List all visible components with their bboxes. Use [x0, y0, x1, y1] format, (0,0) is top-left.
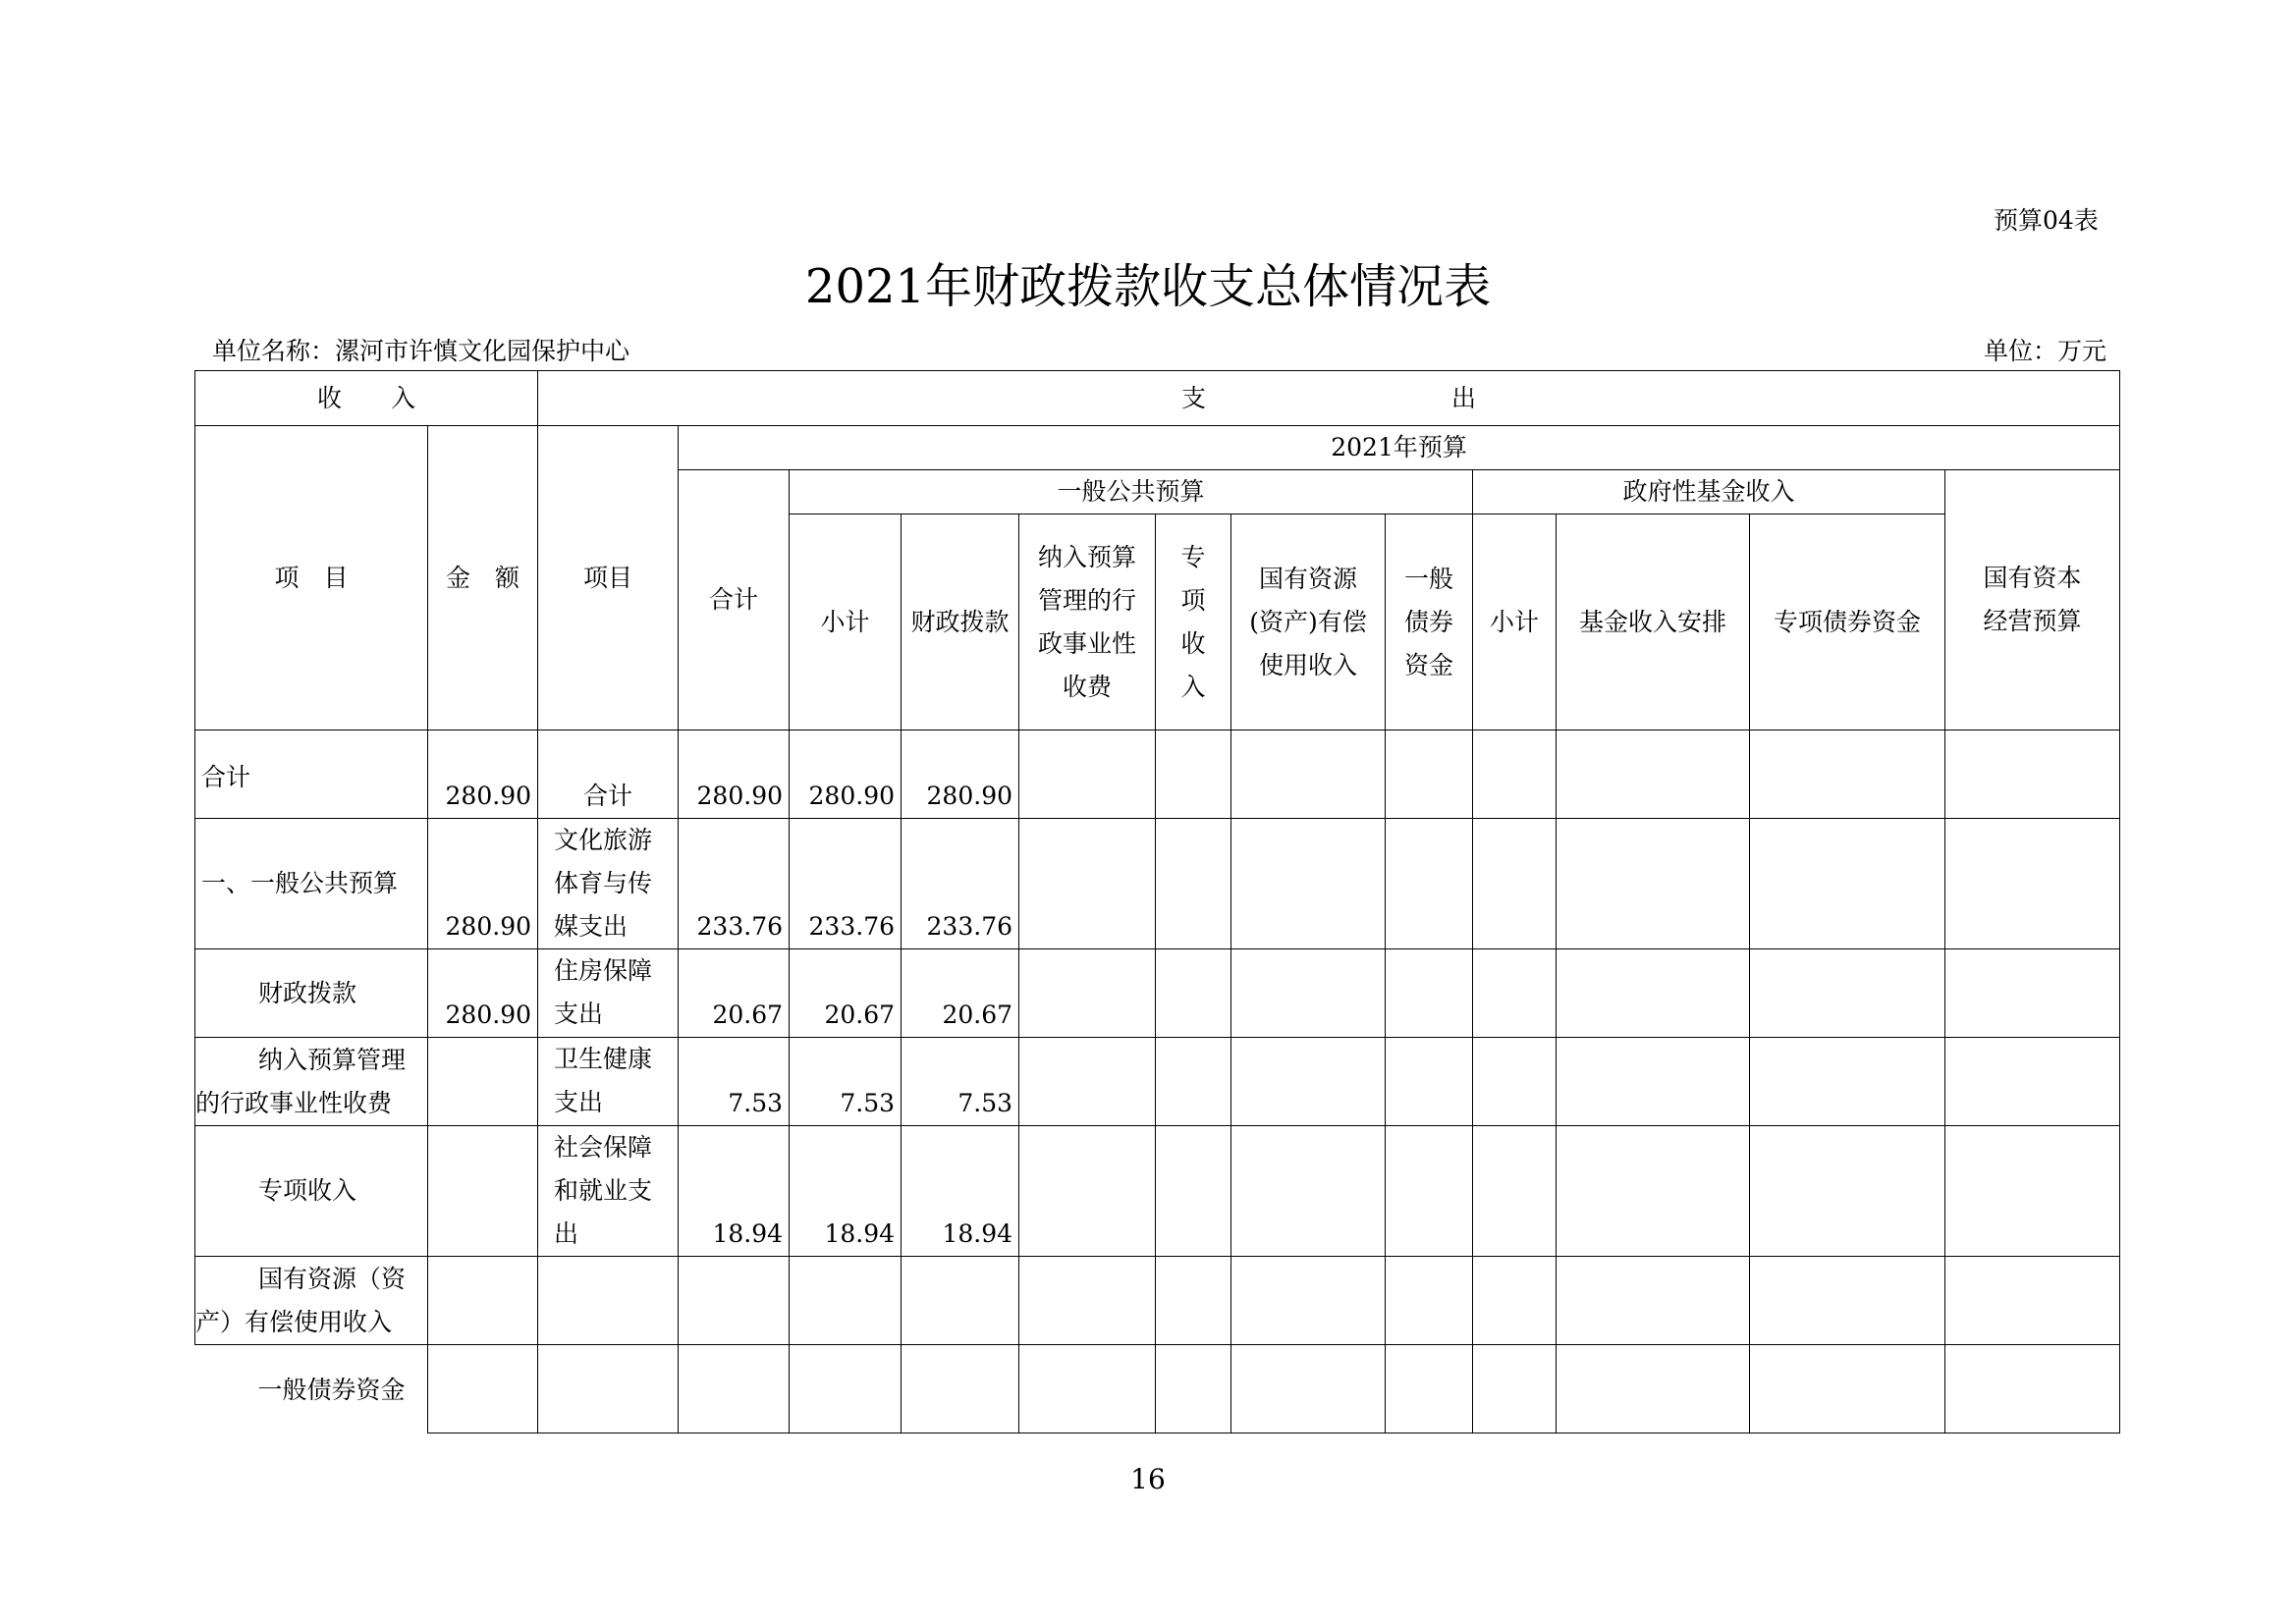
special-income-header-cell: [1156, 514, 1231, 730]
fiscal-value: 20.67: [902, 949, 1019, 1038]
admin-fees-header: 纳入预算管理的行政事业性收费: [1038, 542, 1137, 701]
subtotal-value: 280.90: [790, 730, 902, 819]
fiscal-value: 18.94: [902, 1126, 1019, 1257]
gov-fund-income-header: 政府性基金收入: [1473, 470, 1945, 514]
budget-year-header: 2021年预算: [679, 426, 2120, 470]
expense-item: 卫生健康支出: [538, 1038, 679, 1126]
table-row: [195, 730, 2120, 819]
fiscal-value: [902, 1257, 1019, 1345]
subtotal-value: [790, 1345, 902, 1434]
income-item: 一、一般公共预算: [195, 819, 428, 949]
total-value: [679, 1257, 790, 1345]
income-amount-header: 金 额: [428, 426, 538, 730]
total-value: 233.76: [679, 819, 790, 949]
special-bonds-header: 专项债券资金: [1750, 514, 1945, 730]
income-header: 收 入: [195, 371, 538, 426]
fiscal-value: 233.76: [902, 819, 1019, 949]
income-item: 一般债券资金: [195, 1345, 428, 1434]
expense-item: 社会保障和就业支出: [538, 1126, 679, 1257]
state-capital-budget-cell: [1945, 470, 2120, 730]
table-row: [195, 1126, 2120, 1257]
budget-table: [194, 370, 2120, 1434]
page-number: 16: [1130, 1463, 1166, 1495]
total-header: 合计: [679, 470, 790, 730]
fiscal-value: [902, 1345, 1019, 1434]
gp-subtotal-header: 小计: [790, 514, 902, 730]
fund-income-arrangement-header: 基金收入安排: [1557, 514, 1750, 730]
income-item: 纳入预算管理的行政事业性收费: [195, 1038, 428, 1126]
subtotal-value: [790, 1257, 902, 1345]
total-value: 20.67: [679, 949, 790, 1038]
table-row: [195, 819, 2120, 949]
expense-item: 合计: [538, 730, 679, 819]
expense-item-header: 项目: [538, 426, 679, 730]
expense-item: 住房保障支出: [538, 949, 679, 1038]
general-bonds-header: 一般债券资金: [1404, 564, 1454, 679]
unit-label: 单位：万元: [1983, 337, 2106, 365]
expense-item: [538, 1257, 679, 1345]
header-row-2: [195, 426, 2120, 470]
gf-subtotal-header: 小计: [1473, 514, 1557, 730]
general-public-budget-header: 一般公共预算: [790, 470, 1473, 514]
form-number: 预算04表: [1994, 206, 2099, 235]
admin-fees-header-cell: [1019, 514, 1156, 730]
subtotal-value: 20.67: [790, 949, 902, 1038]
fiscal-header-cell: [902, 514, 1019, 730]
state-capital-budget-header: 国有资本经营预算: [1983, 564, 2082, 635]
total-value: 7.53: [679, 1038, 790, 1126]
expense-header: 支 出: [538, 371, 2120, 426]
total-value: 280.90: [679, 730, 790, 819]
income-amount: 280.90: [428, 730, 538, 819]
special-income-header: 专项收入: [1180, 542, 1206, 701]
fiscal-appropriation-header: 财政拨款: [910, 607, 1010, 636]
income-amount: 280.90: [428, 949, 538, 1038]
unit-name: 单位名称：漯河市许慎文化园保护中心: [212, 337, 630, 365]
fiscal-value: 7.53: [902, 1038, 1019, 1126]
income-item: 合计: [195, 730, 428, 819]
fiscal-value: 280.90: [902, 730, 1019, 819]
income-amount: [428, 1038, 538, 1126]
state-assets-header-cell: [1231, 514, 1386, 730]
table-row: [195, 949, 2120, 1038]
table-row: [195, 1257, 2120, 1345]
income-amount: [428, 1126, 538, 1257]
income-amount: [428, 1345, 538, 1434]
general-bonds-header-cell: [1386, 514, 1473, 730]
state-assets-income-header: 国有资源(资产)有偿使用收入: [1249, 564, 1367, 679]
subtotal-value: 18.94: [790, 1126, 902, 1257]
income-item-header: 项 目: [195, 426, 428, 730]
expense-item: 文化旅游体育与传媒支出: [538, 819, 679, 949]
income-item: 国有资源（资产）有偿使用收入: [195, 1257, 428, 1345]
total-value: [679, 1345, 790, 1434]
table-row: [195, 1345, 2120, 1434]
total-value: 18.94: [679, 1126, 790, 1257]
page-title: 2021年财政拨款收支总体情况表: [804, 259, 1492, 314]
expense-item: [538, 1345, 679, 1434]
table-row: [195, 1038, 2120, 1126]
subtotal-value: 233.76: [790, 819, 902, 949]
income-item: 财政拨款: [195, 949, 428, 1038]
income-item: 专项收入: [195, 1126, 428, 1257]
subtotal-value: 7.53: [790, 1038, 902, 1126]
income-amount: [428, 1257, 538, 1345]
income-amount: 280.90: [428, 819, 538, 949]
header-row-1: [195, 371, 2120, 426]
